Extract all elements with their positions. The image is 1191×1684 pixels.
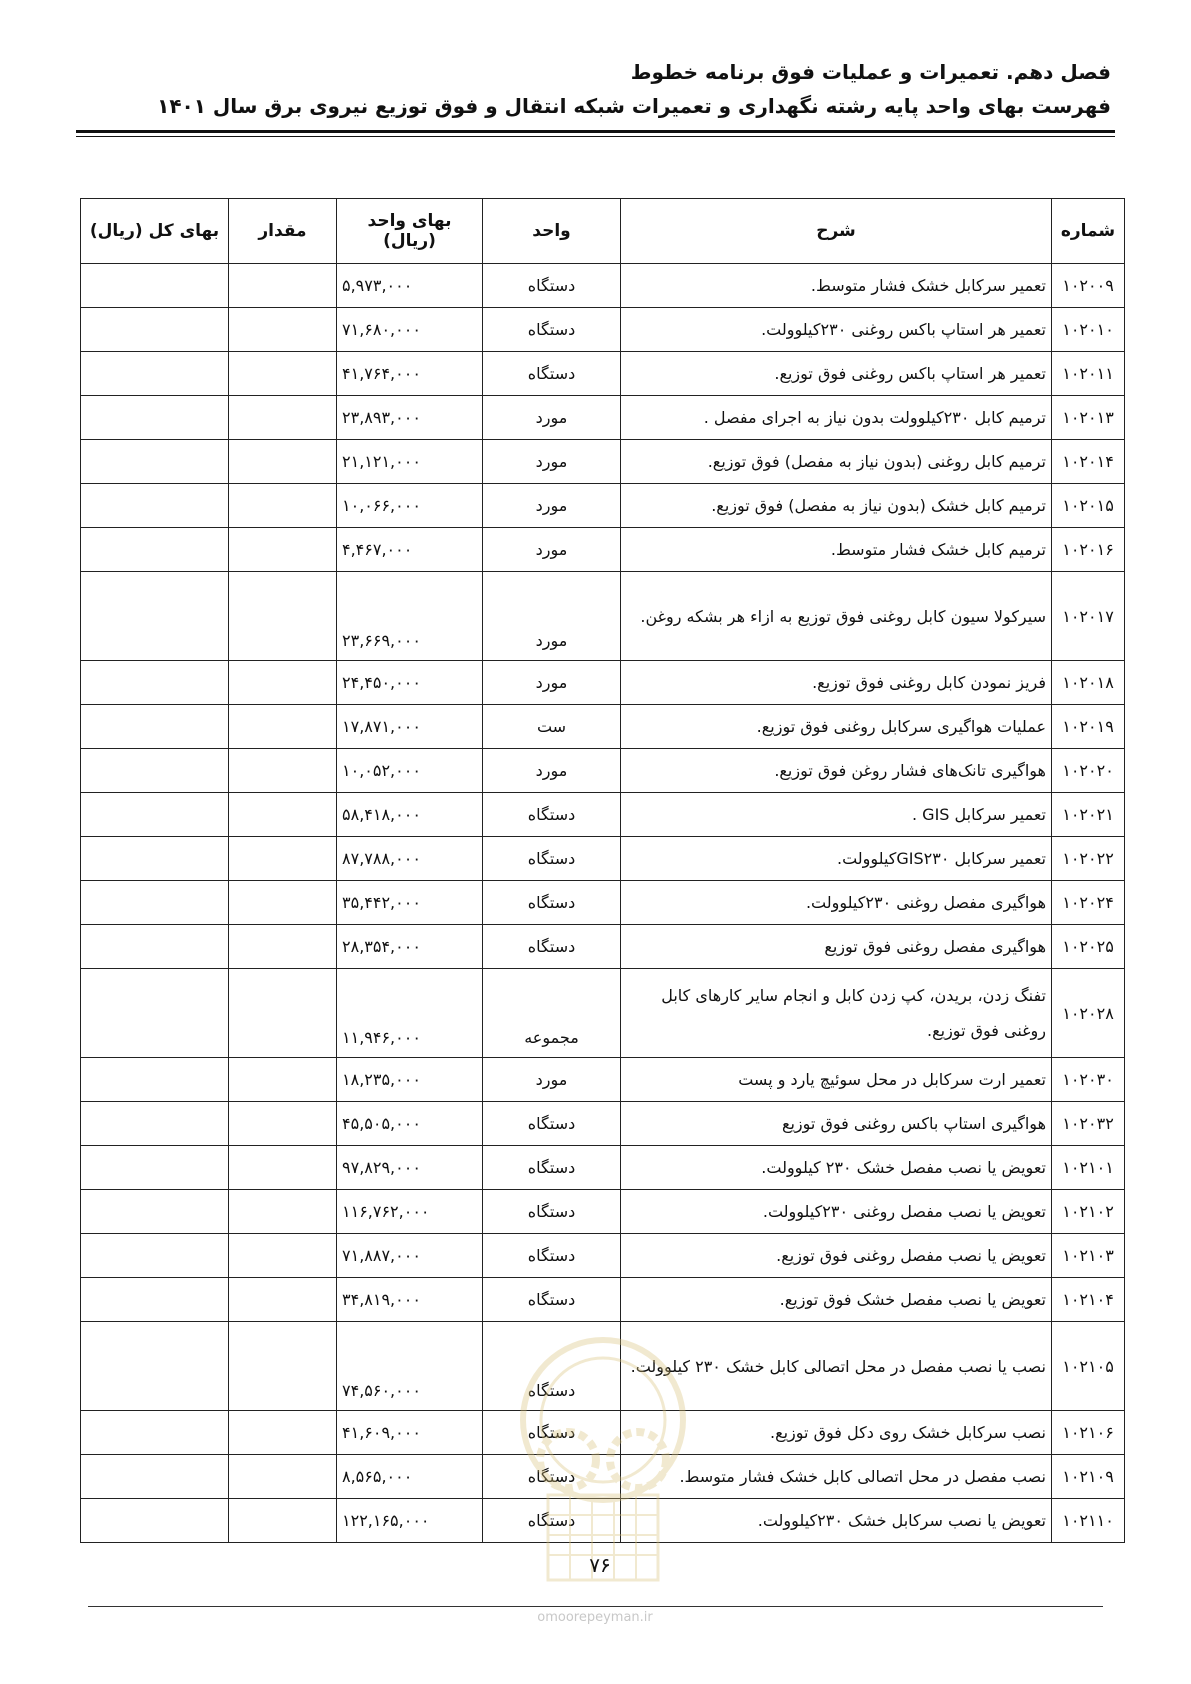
row-unit: دستگاه: [483, 793, 621, 837]
table-row: [81, 661, 1125, 705]
row-code: ۱۰۲۰۱۷: [1052, 572, 1125, 661]
row-code: ۱۰۲۰۱۳: [1052, 396, 1125, 440]
row-unit: مورد: [483, 572, 621, 661]
row-description: ترمیم کابل خشک فشار متوسط.: [621, 528, 1052, 572]
row-description: سیرکولا سیون کابل روغنی فوق توزیع به ازاء هر بشکه روغن.: [621, 572, 1052, 661]
row-unit: مورد: [483, 440, 621, 484]
row-code: ۱۰۲۱۰۱: [1052, 1146, 1125, 1190]
row-unit-price: ۸۷,۷۸۸,۰۰۰: [337, 837, 483, 881]
row-unit-price: ۲۱,۱۲۱,۰۰۰: [337, 440, 483, 484]
table-row: [81, 925, 1125, 969]
row-quantity: [229, 396, 337, 440]
row-quantity: [229, 308, 337, 352]
row-total-price: [81, 837, 229, 881]
row-unit-price: ۷۱,۸۸۷,۰۰۰: [337, 1234, 483, 1278]
row-description: عملیات هواگیری سرکابل روغنی فوق توزیع.: [621, 705, 1052, 749]
row-quantity: [229, 1190, 337, 1234]
row-code: ۱۰۲۰۱۶: [1052, 528, 1125, 572]
row-unit-price: ۷۱,۶۸۰,۰۰۰: [337, 308, 483, 352]
row-code: ۱۰۲۰۲۲: [1052, 837, 1125, 881]
row-total-price: [81, 308, 229, 352]
page-number: ۷۶: [589, 1553, 611, 1577]
row-total-price: [81, 969, 229, 1058]
row-unit: دستگاه: [483, 1455, 621, 1499]
row-unit: دستگاه: [483, 308, 621, 352]
row-code: ۱۰۲۰۳۰: [1052, 1058, 1125, 1102]
row-quantity: [229, 1058, 337, 1102]
table-row: [81, 705, 1125, 749]
table-row: [81, 1146, 1125, 1190]
row-unit-price: ۱۱۶,۷۶۲,۰۰۰: [337, 1190, 483, 1234]
table-row: [81, 440, 1125, 484]
row-unit: مورد: [483, 528, 621, 572]
row-unit: مورد: [483, 1058, 621, 1102]
table-row: [81, 881, 1125, 925]
row-unit: دستگاه: [483, 1190, 621, 1234]
table-row: [81, 308, 1125, 352]
row-total-price: [81, 749, 229, 793]
row-description: نصب یا نصب مفصل در محل اتصالی کابل خشک ۲۳۰ کیلوولت.: [621, 1322, 1052, 1411]
row-code: ۱۰۲۰۲۱: [1052, 793, 1125, 837]
row-unit-price: ۲۳,۸۹۳,۰۰۰: [337, 396, 483, 440]
header-rule-thin: [76, 136, 1115, 137]
row-code: ۱۰۲۰۲۸: [1052, 969, 1125, 1058]
row-quantity: [229, 528, 337, 572]
header-quantity: مقدار: [229, 199, 337, 264]
table-header-row: [81, 199, 1125, 264]
table-row: [81, 837, 1125, 881]
row-unit-price: ۹۷,۸۲۹,۰۰۰: [337, 1146, 483, 1190]
row-total-price: [81, 352, 229, 396]
table-row: [81, 1411, 1125, 1455]
row-description: تعمیر هر استاپ باکس روغنی فوق توزیع.: [621, 352, 1052, 396]
row-unit: دستگاه: [483, 264, 621, 308]
row-code: ۱۰۲۰۱۵: [1052, 484, 1125, 528]
row-quantity: [229, 1102, 337, 1146]
site-url: omoorepeyman.ir: [537, 1610, 653, 1625]
row-total-price: [81, 1190, 229, 1234]
row-description: تفنگ زدن، بریدن، کپ زدن کابل و انجام سایر کارهای کابل روغنی فوق توزیع.: [621, 969, 1052, 1058]
row-total-price: [81, 396, 229, 440]
row-quantity: [229, 793, 337, 837]
row-code: ۱۰۲۰۲۰: [1052, 749, 1125, 793]
header-description: شرح: [621, 199, 1052, 264]
row-quantity: [229, 1455, 337, 1499]
row-unit: دستگاه: [483, 881, 621, 925]
row-quantity: [229, 264, 337, 308]
row-unit-price: ۴۱,۶۰۹,۰۰۰: [337, 1411, 483, 1455]
row-total-price: [81, 705, 229, 749]
row-quantity: [229, 484, 337, 528]
row-description: تعویض یا نصب سرکابل خشک ۲۳۰کیلوولت.: [621, 1499, 1052, 1543]
row-description: تعمیر سرکابل GIS .: [621, 793, 1052, 837]
header-total-price: بهای کل (ریال): [81, 199, 229, 264]
row-total-price: [81, 1146, 229, 1190]
row-unit-price: ۵۸,۴۱۸,۰۰۰: [337, 793, 483, 837]
row-unit-price: ۴۵,۵۰۵,۰۰۰: [337, 1102, 483, 1146]
row-total-price: [81, 440, 229, 484]
row-quantity: [229, 705, 337, 749]
table-row: [81, 264, 1125, 308]
row-unit: دستگاه: [483, 1234, 621, 1278]
row-code: ۱۰۲۱۰۲: [1052, 1190, 1125, 1234]
row-code: ۱۰۲۱۱۰: [1052, 1499, 1125, 1543]
table-row: [81, 1499, 1125, 1543]
row-code: ۱۰۲۰۱۱: [1052, 352, 1125, 396]
row-total-price: [81, 528, 229, 572]
row-code: ۱۰۲۱۰۵: [1052, 1322, 1125, 1411]
row-quantity: [229, 925, 337, 969]
row-description: ترمیم کابل روغنی (بدون نیاز به مفصل) فوق توزیع.: [621, 440, 1052, 484]
table-row: [81, 793, 1125, 837]
table-row: [81, 1278, 1125, 1322]
row-quantity: [229, 572, 337, 661]
table-row: [81, 1234, 1125, 1278]
row-unit: دستگاه: [483, 1146, 621, 1190]
row-description: تعمیر سرکابل GIS۲۳۰کیلوولت.: [621, 837, 1052, 881]
table-row: [81, 749, 1125, 793]
row-total-price: [81, 925, 229, 969]
row-total-price: [81, 1278, 229, 1322]
row-quantity: [229, 837, 337, 881]
table-row: [81, 352, 1125, 396]
row-total-price: [81, 1234, 229, 1278]
header-rule-thick: [76, 130, 1115, 133]
row-description: تعویض یا نصب مفصل خشک فوق توزیع.: [621, 1278, 1052, 1322]
row-code: ۱۰۲۰۲۴: [1052, 881, 1125, 925]
table-row: [81, 484, 1125, 528]
table-row: [81, 528, 1125, 572]
row-code: ۱۰۲۰۰۹: [1052, 264, 1125, 308]
row-quantity: [229, 1146, 337, 1190]
row-total-price: [81, 661, 229, 705]
row-quantity: [229, 1234, 337, 1278]
row-quantity: [229, 1278, 337, 1322]
row-quantity: [229, 1411, 337, 1455]
row-description: ترمیم کابل ۲۳۰کیلوولت بدون نیاز به اجرای مفصل .: [621, 396, 1052, 440]
row-unit-price: ۱۱,۹۴۶,۰۰۰: [337, 969, 483, 1058]
row-description: نصب مفصل در محل اتصالی کابل خشک فشار متوسط.: [621, 1455, 1052, 1499]
row-unit-price: ۱۲۲,۱۶۵,۰۰۰: [337, 1499, 483, 1543]
row-unit-price: ۴۱,۷۶۴,۰۰۰: [337, 352, 483, 396]
row-description: هواگیری مفصل روغنی ۲۳۰کیلوولت.: [621, 881, 1052, 925]
row-unit: ست: [483, 705, 621, 749]
row-total-price: [81, 1411, 229, 1455]
row-description: تعمیر هر استاپ باکس روغنی ۲۳۰کیلوولت.: [621, 308, 1052, 352]
row-total-price: [81, 484, 229, 528]
row-quantity: [229, 440, 337, 484]
row-description: هواگیری تانک‌های فشار روغن فوق توزیع.: [621, 749, 1052, 793]
row-unit: دستگاه: [483, 1102, 621, 1146]
row-unit-price: ۵,۹۷۳,۰۰۰: [337, 264, 483, 308]
row-unit-price: ۱۷,۸۷۱,۰۰۰: [337, 705, 483, 749]
table-row: [81, 1322, 1125, 1411]
row-description: هواگیری استاپ باکس روغنی فوق توزیع: [621, 1102, 1052, 1146]
row-description: نصب سرکابل خشک روی دکل فوق توزیع.: [621, 1411, 1052, 1455]
row-code: ۱۰۲۱۰۳: [1052, 1234, 1125, 1278]
row-description: تعویض یا نصب مفصل روغنی ۲۳۰کیلوولت.: [621, 1190, 1052, 1234]
table-row: [81, 396, 1125, 440]
row-quantity: [229, 1499, 337, 1543]
table-row: [81, 1190, 1125, 1234]
row-code: ۱۰۲۰۳۲: [1052, 1102, 1125, 1146]
row-unit: دستگاه: [483, 837, 621, 881]
row-code: ۱۰۲۰۱۸: [1052, 661, 1125, 705]
row-total-price: [81, 1499, 229, 1543]
row-unit-price: ۸,۵۶۵,۰۰۰: [337, 1455, 483, 1499]
table-row: [81, 1455, 1125, 1499]
row-code: ۱۰۲۰۲۵: [1052, 925, 1125, 969]
row-unit: مورد: [483, 661, 621, 705]
row-unit-price: ۴,۴۶۷,۰۰۰: [337, 528, 483, 572]
row-unit-price: ۲۸,۳۵۴,۰۰۰: [337, 925, 483, 969]
row-description: هواگیری مفصل روغنی فوق توزیع: [621, 925, 1052, 969]
row-quantity: [229, 1322, 337, 1411]
row-description: تعویض یا نصب مفصل روغنی فوق توزیع.: [621, 1234, 1052, 1278]
table-row: [81, 1058, 1125, 1102]
row-code: ۱۰۲۰۱۹: [1052, 705, 1125, 749]
chapter-title: فصل دهم. تعمیرات و عملیات فوق برنامه خطوط: [630, 60, 1111, 84]
row-total-price: [81, 264, 229, 308]
row-total-price: [81, 793, 229, 837]
row-unit-price: ۱۰,۰۶۶,۰۰۰: [337, 484, 483, 528]
row-code: ۱۰۲۰۱۰: [1052, 308, 1125, 352]
table-row: [81, 969, 1125, 1058]
row-total-price: [81, 1102, 229, 1146]
price-table: [80, 198, 1125, 1543]
row-unit-price: ۱۰,۰۵۲,۰۰۰: [337, 749, 483, 793]
row-unit: دستگاه: [483, 1322, 621, 1411]
row-unit: مورد: [483, 396, 621, 440]
row-unit: مجموعه: [483, 969, 621, 1058]
table-body: [81, 264, 1125, 1543]
row-quantity: [229, 749, 337, 793]
table-row: [81, 1102, 1125, 1146]
row-description: تعویض یا نصب مفصل خشک ۲۳۰ کیلوولت.: [621, 1146, 1052, 1190]
row-description: تعمیر سرکابل خشک فشار متوسط.: [621, 264, 1052, 308]
list-title: فهرست بهای واحد پایه رشته نگهداری و تعمیرات شبکه انتقال و فوق توزیع نیروی برق سال ۱۴۰۱: [157, 94, 1111, 118]
row-unit-price: ۲۳,۶۶۹,۰۰۰: [337, 572, 483, 661]
row-description: تعمیر ارت سرکابل در محل سوئیچ یارد و پست: [621, 1058, 1052, 1102]
row-quantity: [229, 352, 337, 396]
row-unit-price: ۱۸,۲۳۵,۰۰۰: [337, 1058, 483, 1102]
row-total-price: [81, 1058, 229, 1102]
row-quantity: [229, 969, 337, 1058]
page-header: [80, 58, 1111, 122]
row-description: فریز نمودن کابل روغنی فوق توزیع.: [621, 661, 1052, 705]
row-quantity: [229, 881, 337, 925]
header-code: شماره: [1052, 199, 1125, 264]
row-unit: دستگاه: [483, 352, 621, 396]
row-code: ۱۰۲۰۱۴: [1052, 440, 1125, 484]
header-unit: واحد: [483, 199, 621, 264]
row-unit-price: ۳۴,۸۱۹,۰۰۰: [337, 1278, 483, 1322]
row-unit-price: ۷۴,۵۶۰,۰۰۰: [337, 1322, 483, 1411]
row-unit-price: ۲۴,۴۵۰,۰۰۰: [337, 661, 483, 705]
row-code: ۱۰۲۱۰۹: [1052, 1455, 1125, 1499]
row-unit: مورد: [483, 484, 621, 528]
row-code: ۱۰۲۱۰۶: [1052, 1411, 1125, 1455]
row-unit: دستگاه: [483, 1278, 621, 1322]
row-quantity: [229, 661, 337, 705]
row-unit-price: ۳۵,۴۴۲,۰۰۰: [337, 881, 483, 925]
row-unit: دستگاه: [483, 925, 621, 969]
row-total-price: [81, 572, 229, 661]
row-unit: دستگاه: [483, 1499, 621, 1543]
row-total-price: [81, 881, 229, 925]
header-unit-price: بهای واحد (ریال): [337, 199, 483, 264]
row-total-price: [81, 1455, 229, 1499]
row-unit: دستگاه: [483, 1411, 621, 1455]
row-total-price: [81, 1322, 229, 1411]
row-description: ترمیم کابل خشک (بدون نیاز به مفصل) فوق توزیع.: [621, 484, 1052, 528]
table-row: [81, 572, 1125, 661]
row-unit: مورد: [483, 749, 621, 793]
footer-rule: [88, 1606, 1103, 1607]
row-code: ۱۰۲۱۰۴: [1052, 1278, 1125, 1322]
